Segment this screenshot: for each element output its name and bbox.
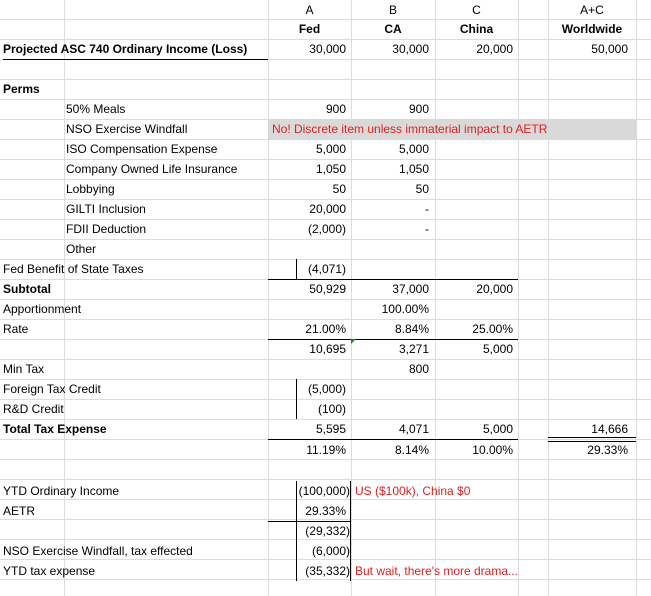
worldwide-double-border — [548, 437, 636, 442]
perms-title[interactable]: Perms — [3, 82, 40, 96]
comment-indicator-icon — [351, 339, 356, 344]
rate-china[interactable]: 25.00% — [472, 322, 513, 336]
rate-label[interactable]: Rate — [3, 322, 29, 336]
projected-fed[interactable]: 30,000 — [309, 42, 346, 56]
gilti-ca[interactable]: - — [425, 202, 429, 216]
meals-fed[interactable]: 900 — [325, 102, 346, 116]
ytd-bracket-right — [350, 481, 351, 581]
aetr-label[interactable]: AETR — [3, 504, 36, 518]
gilti-label[interactable]: GILTI Inclusion — [66, 202, 146, 216]
gridline-h — [0, 359, 651, 360]
nso-label[interactable]: NSO Exercise Windfall — [66, 122, 188, 136]
subtotal-label[interactable]: Subtotal — [3, 282, 51, 296]
ytd-tax-fed[interactable]: (35,332) — [305, 564, 350, 578]
lobbying-label[interactable]: Lobbying — [66, 182, 115, 196]
aetr-product-fed[interactable]: (29,332) — [305, 524, 350, 538]
etr-china[interactable]: 10.00% — [472, 443, 513, 457]
meals-ca[interactable]: 900 — [408, 102, 429, 116]
projected-income-label[interactable]: Projected ASC 740 Ordinary Income (Loss) — [3, 42, 248, 56]
tax-fed[interactable]: 10,695 — [309, 342, 346, 356]
coli-fed[interactable]: 1,050 — [315, 162, 346, 176]
fed-benefit-bracket — [296, 259, 297, 279]
min-tax-ca[interactable]: 800 — [408, 362, 429, 376]
total-worldwide[interactable]: 14,666 — [591, 422, 628, 436]
tax-top-border — [268, 339, 518, 340]
ytd-income-fed[interactable]: (100,000) — [298, 484, 350, 498]
total-china[interactable]: 5,000 — [482, 422, 513, 436]
ytd-income-note[interactable]: US ($100k), China $0 — [355, 484, 471, 498]
meals-label[interactable]: 50% Meals — [66, 102, 126, 116]
projected-china[interactable]: 20,000 — [476, 42, 513, 56]
ytd-income-label[interactable]: YTD Ordinary Income — [3, 484, 120, 498]
subtotal-ca[interactable]: 37,000 — [392, 282, 429, 296]
header-worldwide[interactable]: Worldwide — [561, 22, 623, 36]
lobbying-fed[interactable]: 50 — [332, 182, 346, 196]
gridline-v — [636, 0, 637, 596]
nso-note[interactable]: No! Discrete item unless immaterial impact to AETR — [272, 122, 548, 136]
subtotal-china[interactable]: 20,000 — [476, 282, 513, 296]
apportionment-ca[interactable]: 100.00% — [381, 302, 429, 316]
total-ca[interactable]: 4,071 — [398, 422, 429, 436]
etr-top-border — [268, 439, 518, 440]
nso-effected-label[interactable]: NSO Exercise Windfall, tax effected — [3, 544, 193, 558]
gridline-v — [518, 0, 519, 596]
lobbying-ca[interactable]: 50 — [415, 182, 429, 196]
gridline-h — [0, 79, 651, 80]
etr-ca[interactable]: 8.14% — [394, 443, 429, 457]
header-ca[interactable]: CA — [384, 22, 402, 36]
fdii-ca[interactable]: - — [425, 222, 429, 236]
rate-fed[interactable]: 21.00% — [305, 322, 346, 336]
subtotal-fed[interactable]: 50,929 — [309, 282, 346, 296]
header-china[interactable]: China — [459, 22, 494, 36]
rate-ca[interactable]: 8.84% — [394, 322, 429, 336]
header-fed[interactable]: Fed — [298, 22, 321, 36]
ytd-tax-label[interactable]: YTD tax expense — [3, 564, 96, 578]
subtotal-top-border — [268, 279, 518, 280]
coli-label[interactable]: Company Owned Life Insurance — [66, 162, 238, 176]
rd-credit-fed[interactable]: (100) — [317, 402, 346, 416]
ytd-bracket-left — [296, 481, 297, 581]
gilti-fed[interactable]: 20,000 — [309, 202, 346, 216]
tax-china[interactable]: 5,000 — [482, 342, 513, 356]
iso-label[interactable]: ISO Compensation Expense — [66, 142, 218, 156]
product-top-border — [268, 521, 350, 522]
gridline-v — [548, 0, 549, 596]
ytd-tax-note[interactable]: But wait, there's more drama... — [355, 564, 519, 578]
total-tax-label[interactable]: Total Tax Expense — [3, 422, 107, 436]
rd-credit-label[interactable]: R&D Credit — [3, 402, 64, 416]
projected-worldwide[interactable]: 50,000 — [591, 42, 628, 56]
min-tax-label[interactable]: Min Tax — [3, 362, 45, 376]
projected-ca[interactable]: 30,000 — [392, 42, 429, 56]
nso-effected-fed[interactable]: (6,000) — [311, 544, 350, 558]
fdii-label[interactable]: FDII Deduction — [66, 222, 147, 236]
column-header-c[interactable]: C — [472, 3, 481, 17]
ftc-fed[interactable]: (5,000) — [307, 382, 346, 396]
fed-benefit-fed[interactable]: (4,071) — [307, 262, 346, 276]
apportionment-label[interactable]: Apportionment — [3, 302, 82, 316]
iso-ca[interactable]: 5,000 — [398, 142, 429, 156]
ftc-label[interactable]: Foreign Tax Credit — [3, 382, 101, 396]
total-fed[interactable]: 5,595 — [315, 422, 346, 436]
column-header-b[interactable]: B — [388, 3, 397, 17]
gridline-h — [0, 299, 651, 300]
gridline-v — [64, 0, 65, 596]
column-header-a[interactable]: A — [305, 3, 314, 17]
iso-fed[interactable]: 5,000 — [315, 142, 346, 156]
projected-label-underline — [3, 59, 268, 60]
credits-bracket — [296, 379, 297, 419]
fed-benefit-label[interactable]: Fed Benefit of State Taxes — [3, 262, 144, 276]
column-header-ac[interactable]: A+C — [580, 3, 604, 17]
coli-ca[interactable]: 1,050 — [398, 162, 429, 176]
etr-worldwide[interactable]: 29.33% — [587, 443, 628, 457]
etr-fed[interactable]: 11.19% — [306, 443, 346, 457]
fdii-fed[interactable]: (2,000) — [307, 222, 346, 236]
other-label[interactable]: Other — [66, 242, 97, 256]
tax-ca[interactable]: 3,271 — [398, 342, 429, 356]
aetr-fed[interactable]: 29.33% — [305, 504, 346, 518]
gridline-h — [0, 239, 651, 240]
gridline-h — [0, 479, 651, 480]
